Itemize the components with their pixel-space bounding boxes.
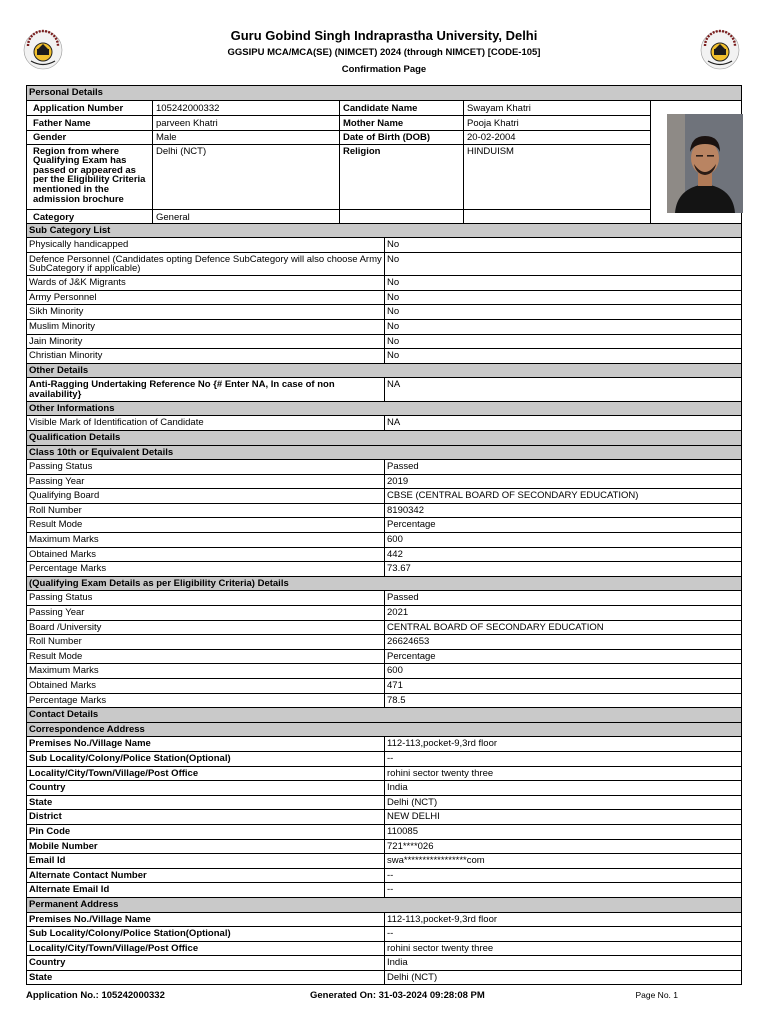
field-label: Percentage Marks — [27, 562, 385, 576]
field-value: 78.5 — [387, 694, 406, 706]
field-label: Sub Locality/Colony/Police Station(Optional) — [27, 752, 385, 766]
section-header: Other Informations — [27, 402, 741, 417]
university-logo-icon — [699, 28, 741, 70]
table-row — [27, 752, 741, 767]
table-row — [27, 475, 741, 490]
region-value: Delhi (NCT) — [156, 145, 207, 157]
field-value: India — [387, 957, 408, 969]
field-value: rohini sector twenty three — [387, 767, 494, 779]
field-value: 73.67 — [387, 563, 411, 575]
field-label: Alternate Email Id — [27, 883, 385, 897]
exam-subtitle: GGSIPU MCA/MCA(SE) (NIMCET) 2024 (through NIMCET) [CODE-105] — [227, 47, 541, 58]
section-header: Correspondence Address — [27, 723, 741, 738]
field-value: No — [387, 335, 400, 347]
confirmation-sheet — [26, 85, 742, 985]
region-label: Region from where Qualifying Exam has passed or appeared as per the Eligibility Criteria mentioned in the admission brochure — [33, 145, 146, 205]
field-label: Maximum Marks — [27, 533, 385, 547]
field-label: Roll Number — [27, 504, 385, 518]
field-label: Locality/City/Town/Village/Post Office — [27, 767, 385, 781]
candidate-name-value: Swayam Khatri — [467, 102, 531, 114]
field-label: District — [27, 810, 385, 824]
field-label: Maximum Marks — [27, 664, 385, 678]
field-label: Qualifying Board — [27, 489, 385, 503]
table-row — [27, 489, 741, 504]
field-value: -- — [387, 869, 394, 881]
table-row — [27, 825, 741, 840]
table-row — [27, 335, 741, 350]
category-label: Category — [33, 211, 75, 223]
table-row — [27, 591, 741, 606]
field-value: 442 — [387, 548, 403, 560]
field-value: Passed — [387, 592, 419, 604]
section-header: Contact Details — [27, 708, 741, 723]
mother-name-label: Mother Name — [343, 117, 404, 129]
table-row — [27, 883, 741, 898]
table-row — [27, 767, 741, 782]
field-value: CBSE (CENTRAL BOARD OF SECONDARY EDUCATION) — [387, 490, 639, 502]
field-label: Mobile Number — [27, 840, 385, 854]
table-row — [27, 518, 741, 533]
field-value: 471 — [387, 680, 403, 691]
field-value: 2021 — [387, 607, 409, 619]
field-value: No — [387, 320, 400, 332]
table-row — [27, 650, 741, 665]
application-number-value: 105242000332 — [156, 102, 220, 114]
field-label: Country — [27, 956, 385, 970]
table-row — [27, 253, 741, 276]
field-value: rohini sector twenty three — [387, 942, 494, 954]
field-label: Board /University — [27, 621, 385, 635]
footer-generated-on: Generated On: 31-03-2024 09:28:08 PM — [310, 990, 485, 1001]
field-value: Percentage — [387, 519, 436, 531]
dob-label: Date of Birth (DOB) — [343, 131, 431, 143]
table-row — [27, 664, 741, 679]
field-label: Locality/City/Town/Village/Post Office — [27, 942, 385, 956]
table-row — [27, 416, 741, 431]
table-row — [27, 679, 741, 694]
details-rows — [27, 224, 741, 986]
table-row — [27, 854, 741, 869]
field-label: Army Personnel — [27, 291, 385, 305]
field-value: 110085 — [387, 825, 418, 837]
table-row — [27, 320, 741, 335]
page-header — [80, 28, 688, 77]
field-label: Physically handicapped — [27, 238, 385, 252]
field-value: No — [387, 291, 400, 303]
field-value: Delhi (NCT) — [387, 796, 438, 808]
field-value: -- — [387, 928, 394, 940]
religion-value: HINDUISM — [467, 145, 514, 157]
field-value: 2019 — [387, 475, 409, 487]
field-value: Delhi (NCT) — [387, 971, 438, 983]
gender-value: Male — [156, 131, 177, 143]
table-row — [27, 533, 741, 548]
section-header: Other Details — [27, 364, 741, 379]
table-row — [27, 971, 741, 986]
field-label: Obtained Marks — [27, 679, 385, 693]
table-row — [27, 276, 741, 291]
footer-application-number: Application No.: 105242000332 — [26, 990, 165, 1001]
candidate-name-label: Candidate Name — [343, 102, 418, 114]
table-row — [27, 810, 741, 825]
field-label: Jain Minority — [27, 335, 385, 349]
table-row — [27, 305, 741, 320]
footer-page-number: Page No. 1 — [635, 990, 678, 1000]
field-value: No — [387, 306, 400, 318]
field-label: Passing Year — [27, 606, 385, 620]
table-row — [27, 927, 741, 942]
table-row — [27, 460, 741, 475]
field-label: Premises No./Village Name — [27, 737, 385, 751]
personal-details-block — [27, 101, 741, 224]
table-row — [27, 562, 741, 577]
candidate-photo — [667, 114, 743, 213]
field-label: Alternate Contact Number — [27, 869, 385, 883]
university-logo-icon — [22, 28, 64, 70]
table-row — [27, 238, 741, 253]
table-row — [27, 606, 741, 621]
section-header-personal-details: Personal Details — [27, 86, 741, 101]
field-label: Defence Personnel (Candidates opting Defence SubCategory will also choose Army SubCategory if applicable) — [27, 253, 385, 275]
field-label: Passing Year — [27, 475, 385, 489]
table-row — [27, 504, 741, 519]
table-row — [27, 621, 741, 636]
field-label: Sub Locality/Colony/Police Station(Optional) — [27, 927, 385, 941]
table-row — [27, 291, 741, 306]
table-row — [27, 694, 741, 709]
section-header: Permanent Address — [27, 898, 741, 913]
field-value: Passed — [387, 461, 419, 473]
field-label: Email Id — [27, 854, 385, 868]
field-value: 112-113,pocket-9,3rd floor — [387, 913, 498, 925]
table-row — [27, 913, 741, 928]
field-value: NA — [387, 379, 401, 391]
field-value: No — [387, 277, 400, 289]
dob-value: 20-02-2004 — [467, 131, 516, 143]
mother-name-value: Pooja Khatri — [467, 117, 519, 129]
field-value: 8190342 — [387, 504, 424, 516]
father-name-label: Father Name — [33, 117, 91, 129]
field-value: No — [387, 350, 400, 362]
field-label: Obtained Marks — [27, 548, 385, 562]
table-row — [27, 349, 741, 364]
field-label: Result Mode — [27, 650, 385, 664]
field-value: 721****026 — [387, 840, 434, 852]
field-value: 112-113,pocket-9,3rd floor — [387, 738, 498, 750]
field-label: Country — [27, 781, 385, 795]
table-row — [27, 796, 741, 811]
field-label: Sikh Minority — [27, 305, 385, 319]
field-label: Pin Code — [27, 825, 385, 839]
field-label: State — [27, 971, 385, 985]
field-value: 600 — [387, 534, 403, 546]
page-footer — [26, 990, 742, 1004]
father-name-value: parveen Khatri — [156, 117, 218, 129]
field-label: Premises No./Village Name — [27, 913, 385, 927]
section-header: Qualification Details — [27, 431, 741, 446]
field-value: India — [387, 782, 408, 794]
field-label: Passing Status — [27, 460, 385, 474]
field-label: Roll Number — [27, 635, 385, 649]
table-row — [27, 869, 741, 884]
field-value: 26624653 — [387, 636, 430, 648]
table-row — [27, 956, 741, 971]
field-value: swa*****************com — [387, 855, 485, 867]
field-value: 600 — [387, 665, 403, 677]
table-row — [27, 635, 741, 650]
section-header: Class 10th or Equivalent Details — [27, 446, 741, 461]
application-number-label: Application Number — [33, 102, 124, 114]
field-value: Percentage — [387, 650, 436, 662]
category-value: General — [156, 211, 190, 223]
page-title: Confirmation Page — [341, 64, 427, 75]
field-value: CENTRAL BOARD OF SECONDARY EDUCATION — [387, 621, 604, 633]
field-label: Percentage Marks — [27, 694, 385, 708]
field-value: NEW DELHI — [387, 811, 440, 823]
field-label: Anti-Ragging Undertaking Reference No {# Enter NA, In case of non availability} — [27, 378, 385, 400]
table-row — [27, 378, 741, 401]
religion-label: Religion — [343, 145, 381, 157]
table-row — [27, 942, 741, 957]
field-value: No — [387, 239, 400, 251]
field-value: -- — [387, 752, 394, 764]
field-label: Muslim Minority — [27, 320, 385, 334]
university-title: Guru Gobind Singh Indraprastha University, Delhi — [230, 28, 538, 43]
table-row — [27, 781, 741, 796]
section-header: Sub Category List — [27, 224, 741, 239]
field-value: NA — [387, 417, 401, 429]
field-label: Passing Status — [27, 591, 385, 605]
table-row — [27, 840, 741, 855]
field-label: Christian Minority — [27, 349, 385, 363]
section-header: (Qualifying Exam Details as per Eligibility Criteria) Details — [27, 577, 741, 592]
field-label: Result Mode — [27, 518, 385, 532]
field-value: No — [387, 253, 400, 265]
table-row — [27, 737, 741, 752]
field-value: -- — [387, 884, 394, 896]
gender-label: Gender — [33, 131, 67, 143]
table-row — [27, 548, 741, 563]
field-label: Visible Mark of Identification of Candidate — [27, 416, 385, 430]
field-label: Wards of J&K Migrants — [27, 276, 385, 290]
field-label: State — [27, 796, 385, 810]
